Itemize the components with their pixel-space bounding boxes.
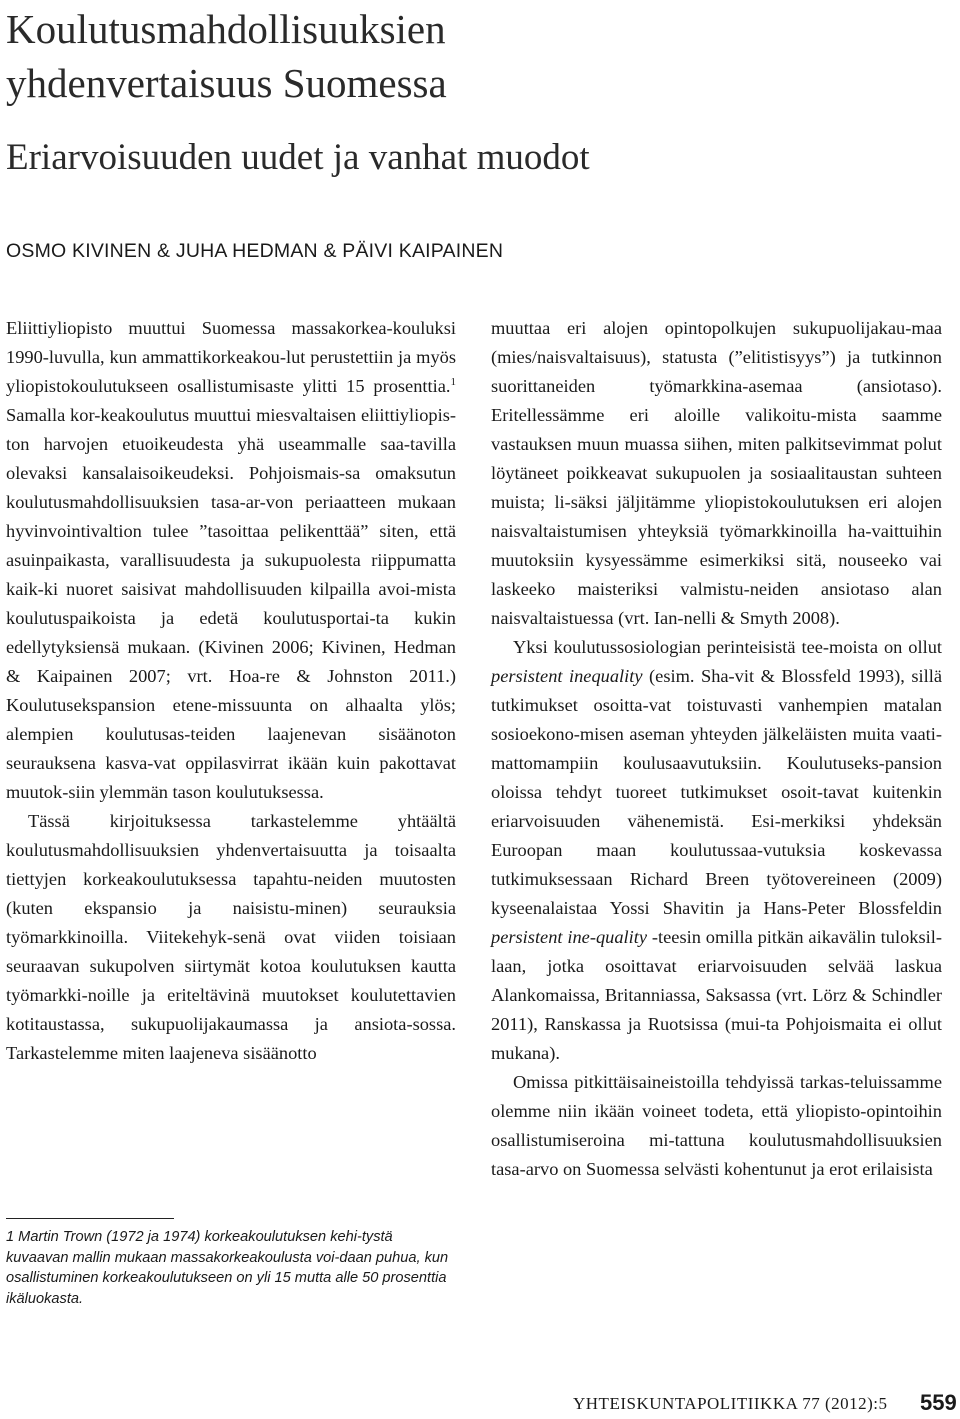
article-subtitle: Eriarvoisuuden uudet ja vanhat muodot — [6, 137, 590, 178]
page-number: 559 — [920, 1390, 957, 1415]
paragraph-text: -teesin omilla pitkän aikavälin tuloksil-laan, jotka osoittavat eriarvoisuuden selvää laskua Alankomaissa, Britanniassa, Saksassa (vrt. Lörz & Schindler 2011), Ranskassa ja Ruotsissa (mui-ta Pohjoismaita ei ollut mukana). — [491, 927, 942, 1063]
paragraph-text: (esim. Sha-vit & Blossfeld 1993), sillä tutkimukset osoitta-vat toistuvasti vanhempien matalan sosioekono-misen aseman yhteyden jälkeläisten muita vaati-mattomampiin koulusaavutuksiin. Koulutuseks-pansion oloissa tehdyt tuoreet tutkimukset osoit-tavat kuitenkin eriarvoisuuden vähenemistä. Esi-merkiksi yhdeksän Euroopan maan koulutussaa-vutuksia koskevassa tutkimuksessaan Richard Breen työtovereineen (2009) kyseenalaistaa Yossi Shavitin ja Hans-Peter Blossfeldin — [491, 666, 942, 918]
footnote-text: Martin Trown (1972 ja 1974) korkeakoulutuksen kehi-tystä kuvaavan mallin mukaan massakorkeakoulusta voi-daan puhua, kun osallistuminen korkeakoulutukseen on yli 15 mutta alle 50 prosenttia ikäluokasta. — [6, 1229, 449, 1307]
body-column-left — [6, 314, 456, 1068]
paragraph-text: Samalla kor-keakoulutus muuttui miesvaltaisen eliittiyliopis-ton harvojen etuoikeudesta yhä useammalle saa-tavilla olevaksi kansalaisoikeudeksi. Pohjoismais-sa omaksutun koulutusmahdollisuuksien tasa-ar-von periaatteen mukaan hyvinvointivaltion tulee ”tasoittaa pelikenttää” siten, että asuinpaikasta, varallisuudesta ja sukupuolesta riippumatta kaik-ki nuoret saisivat mahdollisuuden kilpailla avoi-mista koulutuspaikoista ja edetä koulutusportai-ta kukin edellytyksiensä mukaan. (Kivinen 2006; Kivinen, Hedman & Kaipainen 2007; vrt. Hoa-re & Johnston 2011.) Koulutusekspansion etene-missuunta on alhaalta ylös; alempien koulutusas-teiden laajenevan sisäänoton seurauksena kasva-vat oppilasvirrat ikään kuin pakottavat muutok-siin ylemmän tason koulutuksessa. — [6, 405, 456, 802]
footnote-divider — [6, 1218, 174, 1219]
title-line-1: Koulutusmahdollisuuksien — [6, 6, 446, 52]
author-line: OSMO KIVINEN & JUHA HEDMAN & PÄIVI KAIPAINEN — [6, 240, 504, 262]
paragraph-text: Yksi koulutussosiologian perinteisistä tee-moista on ollut — [513, 637, 942, 657]
body-column-right — [491, 314, 942, 1184]
paragraph — [6, 314, 456, 807]
paragraph: muuttaa eri alojen opintopolkujen sukupuolijakau-maa (mies/naisvaltaisuus), statusta (”elitistisyys”) ja tutkinnon suorittaneiden työmarkkina-asemaa (ansiotaso). Eritellessämme eri aloille valikoitu-mista saamme vastauksen muun muassa siihen, miten palkitsevimmat polut löytäneet poikkeavat sukupuolen ja sosiaalitaustan suhteen muista; li-säksi jäljitämme yliopistokoulutuksen eri alojen naisvaltaistumisen yhteyksiä työmarkkinoilla ha-vaittuihin muutoksiin kysyessämme esimerkiksi sitä, nouseeko vai laskeeko maisteriksi valmistu-neiden ansiotaso alan naisvaltaistuessa (vrt. Ian-nelli & Smyth 2008). — [491, 318, 942, 628]
footnote-marker: 1 — [450, 375, 456, 388]
paragraph: Tässä kirjoituksessa tarkastelemme yhtäältä koulutusmahdollisuuksien yhdenvertaisuutta ja toisaalta tiettyjen korkeakoulutuksessa tapahtu-neiden muutosten (kuten ekspansio ja naisistu-minen) seurauksia työmarkkinoilla. Viitekehyk-senä ovat viiden toisiaan seuraavan sukupolven siirtymät kotoa koulutuksen kautta työmarkki-noille ja eriteltävinä muutokset koulutettavien kotitaustassa, sukupuolijakaumassa ja ansiota-sossa. Tarkastelemme miten laajeneva sisäänotto — [6, 811, 456, 1063]
emphasis-term: persistent ine-quality — [491, 927, 648, 947]
article-title — [6, 2, 946, 110]
emphasis-term: persistent inequality — [491, 666, 643, 686]
journal-citation: YHTEISKUNTAPOLITIIKKA 77 (2012):5 — [573, 1394, 888, 1413]
paragraph-text: Eliittiyliopisto muuttui Suomessa massakorkea-kouluksi 1990-luvulla, kun ammattikorkeakou-lut perustettiin ja myös yliopistokoulutukseen osallistumisaste ylitti 15 prosenttia. — [6, 318, 456, 396]
footnote-number: 1 — [6, 1229, 15, 1245]
title-line-2: yhdenvertaisuus Suomessa — [6, 60, 447, 106]
paragraph: Omissa pitkittäisaineistoilla tehdyissä tarkas-teluissamme olemme niin ikään voineet todeta, että yliopisto-opintoihin osallistumiseroina mi-tattuna koulutusmahdollisuuksien tasa-arvo on Suomessa selvästi kohentunut ja erot erilaisista — [491, 1072, 942, 1179]
footnote — [6, 1227, 458, 1309]
paragraph — [491, 633, 942, 1068]
